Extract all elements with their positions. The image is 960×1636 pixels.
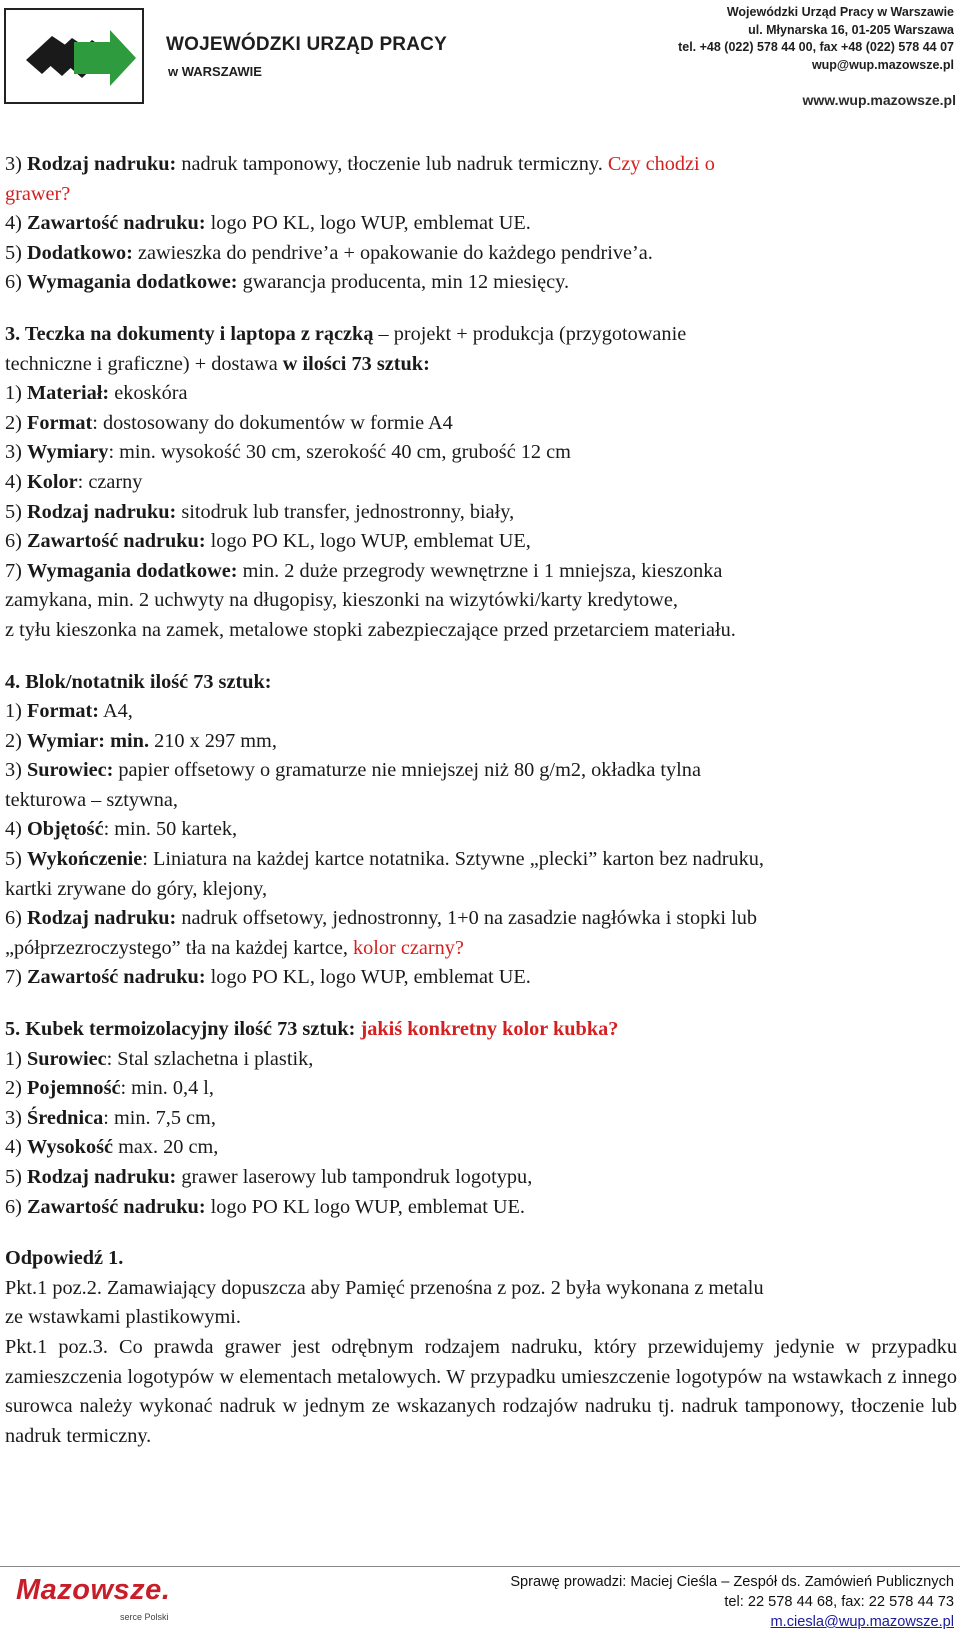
list-item: 2) Format: dostosowany do dokumentów w formie A4 [5, 411, 453, 434]
text-line: kartki zrywane do góry, klejony, [5, 877, 268, 900]
list-item: 5) Rodzaj nadruku: sitodruk lub transfer, jednostronny, biały, [5, 500, 515, 523]
list-item: 3) Wymiary: min. wysokość 30 cm, szerokość 40 cm, grubość 12 cm [5, 441, 571, 464]
list-item: 3) Surowiec: papier offsetowy o gramaturze nie mniejszej niż 80 g/m2, okładka tylna [5, 759, 701, 782]
list-item: 4) Objętość: min. 50 kartek, [5, 818, 238, 841]
footer-handler: Sprawę prowadzi: Maciej Cieśla – Zespół ds. Zamówień Publicznych [510, 1574, 954, 1590]
list-item: 7) Wymagania dodatkowe: min. 2 duże przegrody wewnętrzne i 1 mniejsza, kieszonka [5, 559, 723, 582]
section-heading: 3. Teczka na dokumenty i laptopa z rączką – projekt + produkcja (przygotowanie [5, 322, 687, 345]
list-item: 7) Zawartość nadruku: logo PO KL, logo WUP, emblemat UE. [5, 966, 531, 989]
text-line: 5) Dodatkowo: zawieszka do pendrive’a + opakowanie do każdego pendrive’a. [5, 241, 653, 264]
text-line [5, 180, 957, 210]
text-line: techniczne i graficzne) + dostawa w ilości 73 sztuk: [5, 352, 430, 375]
mazowsze-brand: Mazowsze. [16, 1574, 171, 1606]
answer-paragraph: Pkt.1 poz.3. Co prawda grawer jest odrębnym rodzajem nadruku, który przewidujemy jedynie w przypadku zamieszczenia logotypów w elementach metalowych. W przypadku umieszczenie logotypów na wstawkach z innego surowca należy wykonać nadruk w jednym ze wskazanych rodzajów nadruku tj. nadruk tamponowy, tłoczenie lub nadruk termiczny. [5, 1335, 957, 1447]
section-heading: 5. Kubek termoizolacyjny ilość 73 sztuk: jakiś konkretny kolor kubka? [5, 1018, 619, 1041]
letterhead [0, 0, 960, 120]
wup-logo [4, 8, 144, 104]
text-line: zamykana, min. 2 uchwyty na długopisy, kieszonki na wizytówki/karty kredytowe, [5, 589, 678, 612]
list-item: 6) Zawartość nadruku: logo PO KL, logo WUP, emblemat UE, [5, 530, 531, 553]
list-item: 1) Surowiec: Stal szlachetna i plastik, [5, 1047, 314, 1070]
question-note: grawer? [5, 182, 71, 205]
list-item: 5) Rodzaj nadruku: grawer laserowy lub tampondruk logotypu, [5, 1166, 533, 1188]
footer-contact [510, 1572, 954, 1632]
wup-logo-icon [12, 18, 138, 96]
text-line: z tyłu kieszonka na zamek, metalowe stopki zabezpieczające przed przetarciem materiału. [5, 618, 736, 641]
text-line: 3) Rodzaj nadruku: nadruk tamponowy, tłoczenie lub nadruk termiczny. Czy chodzi o [5, 153, 715, 175]
list-item: 3) Średnica: min. 7,5 cm, [5, 1106, 216, 1129]
contact-line: ul. Młynarska 16, 01-205 Warszawa [748, 22, 954, 37]
org-name: WOJEWÓDZKI URZĄD PRACY [166, 34, 447, 55]
list-item: 4) Wysokość max. 20 cm, [5, 1136, 219, 1159]
list-item: 1) Format: A4, [5, 700, 133, 723]
contact-line: tel. +48 (022) 578 44 00, fax +48 (022) 578 44 07 [678, 40, 954, 54]
list-item: 5) Wykończenie: Liniatura na każdej kartce notatnika. Sztywne „plecki” karton bez nadruku, [5, 848, 764, 871]
text-line: Pkt.1 poz.2. Zamawiający dopuszcza aby Pamięć przenośna z poz. 2 była wykonana z metalu [5, 1276, 764, 1299]
contact-line: Wojewódzki Urząd Pracy w Warszawie [726, 5, 954, 19]
text-line: tekturowa – sztywna, [5, 788, 178, 811]
website-link[interactable]: www.wup.mazowsze.pl [802, 92, 956, 108]
mazowsze-logo [16, 1574, 186, 1632]
list-item: 1) Materiał: ekoskóra [5, 382, 188, 405]
text-line: 4) Zawartość nadruku: logo PO KL, logo WUP, emblemat UE. [5, 212, 531, 235]
list-item: 2) Pojemność: min. 0,4 l, [5, 1077, 214, 1100]
question-note: kolor czarny? [352, 936, 464, 959]
footer-email-link[interactable]: m.ciesla@wup.mazowsze.pl [770, 1614, 954, 1630]
contact-email[interactable]: wup@wup.mazowsze.pl [811, 57, 954, 72]
footer-phone: tel: 22 578 44 68, fax: 22 578 44 73 [724, 1594, 954, 1610]
footer-divider [0, 1566, 960, 1567]
answer-heading: Odpowiedź 1. [5, 1247, 124, 1270]
list-item: 6) Rodzaj nadruku: nadruk offsetowy, jednostronny, 1+0 na zasadzie nagłówka i stopki lub [5, 907, 757, 930]
text-line: 6) Wymagania dodatkowe: gwarancja producenta, min 12 miesięcy. [5, 271, 570, 294]
org-city: w WARSZAWIE [168, 64, 262, 79]
document-body [5, 150, 957, 1451]
question-note: Czy chodzi o [607, 153, 715, 175]
section-heading: 4. Blok/notatnik ilość 73 sztuk: [5, 670, 272, 693]
question-note: jakiś konkretny kolor kubka? [360, 1018, 619, 1041]
text-line: „półprzezroczystego” tła na każdej kartce, kolor czarny? [5, 936, 464, 959]
text-line: ze wstawkami plastikowymi. [5, 1306, 242, 1329]
list-item: 4) Kolor: czarny [5, 470, 143, 493]
mazowsze-tagline: serce Polski [120, 1612, 169, 1622]
list-item: 6) Zawartość nadruku: logo PO KL logo WUP, emblemat UE. [5, 1195, 526, 1218]
contact-block [678, 4, 954, 74]
list-item: 2) Wymiar: min. 210 x 297 mm, [5, 729, 277, 752]
